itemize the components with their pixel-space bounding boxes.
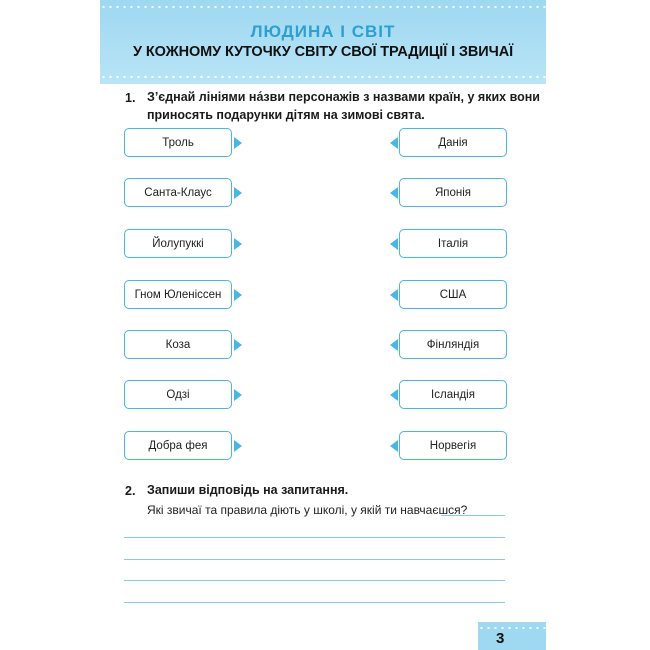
arrow-left-icon xyxy=(390,137,398,149)
arrow-right-icon xyxy=(234,238,242,250)
page-number: 3 xyxy=(496,630,505,647)
answer-line[interactable] xyxy=(124,580,505,581)
arrow-left-icon xyxy=(390,389,398,401)
arrow-left-icon xyxy=(390,440,398,452)
arrow-left-icon xyxy=(390,238,398,250)
character-box-santa-claus[interactable]: Санта-Клаус xyxy=(124,178,232,207)
answer-line[interactable] xyxy=(124,602,505,603)
answer-line[interactable] xyxy=(124,559,505,560)
arrow-left-icon xyxy=(390,339,398,351)
page-title: У КОЖНОМУ КУТОЧКУ СВІТУ СВОЇ ТРАДИЦІЇ І ЗВИЧАЇ xyxy=(133,44,513,60)
country-box-japan[interactable]: Японія xyxy=(399,178,507,207)
task1-text-line1: З’єднай лініями на́зви персонажів з назвами країн, у яких вони xyxy=(147,90,540,104)
arrow-right-icon xyxy=(234,389,242,401)
country-box-norway[interactable]: Норвегія xyxy=(399,431,507,460)
arrow-left-icon xyxy=(390,187,398,199)
arrow-right-icon xyxy=(234,339,242,351)
arrow-right-icon xyxy=(234,440,242,452)
country-box-iceland[interactable]: Ісландія xyxy=(399,380,507,409)
character-box-troll[interactable]: Троль xyxy=(124,128,232,157)
character-box-julenissen[interactable]: Гном Юленіссен xyxy=(124,280,232,309)
arrow-left-icon xyxy=(390,289,398,301)
subject-title: ЛЮДИНА І СВІТ xyxy=(250,22,396,41)
arrow-right-icon xyxy=(234,187,242,199)
header-band xyxy=(100,0,546,84)
arrow-right-icon xyxy=(234,289,242,301)
character-box-odzi[interactable]: Одзі xyxy=(124,380,232,409)
character-box-joulupukki[interactable]: Йолупуккі xyxy=(124,229,232,258)
country-box-finland[interactable]: Фінляндія xyxy=(399,330,507,359)
country-box-italy[interactable]: Італія xyxy=(399,229,507,258)
answer-line[interactable] xyxy=(441,515,505,516)
page-number-tab xyxy=(478,622,546,650)
task1-number: 1. xyxy=(125,91,136,105)
country-box-denmark[interactable]: Данія xyxy=(399,128,507,157)
answer-line[interactable] xyxy=(124,537,505,538)
character-box-good-fairy[interactable]: Добра фея xyxy=(124,431,232,460)
country-box-usa[interactable]: США xyxy=(399,280,507,309)
task2-number: 2. xyxy=(125,484,136,498)
arrow-right-icon xyxy=(234,137,242,149)
task2-question: Які звичаї та правила діють у школі, у якій ти навчаєшся? xyxy=(147,503,468,517)
task2-text: Запиши відповідь на запитання. xyxy=(147,483,349,497)
character-box-goat[interactable]: Коза xyxy=(124,330,232,359)
task1-text-line2: приносять подарунки дітям на зимові свята. xyxy=(147,108,425,122)
